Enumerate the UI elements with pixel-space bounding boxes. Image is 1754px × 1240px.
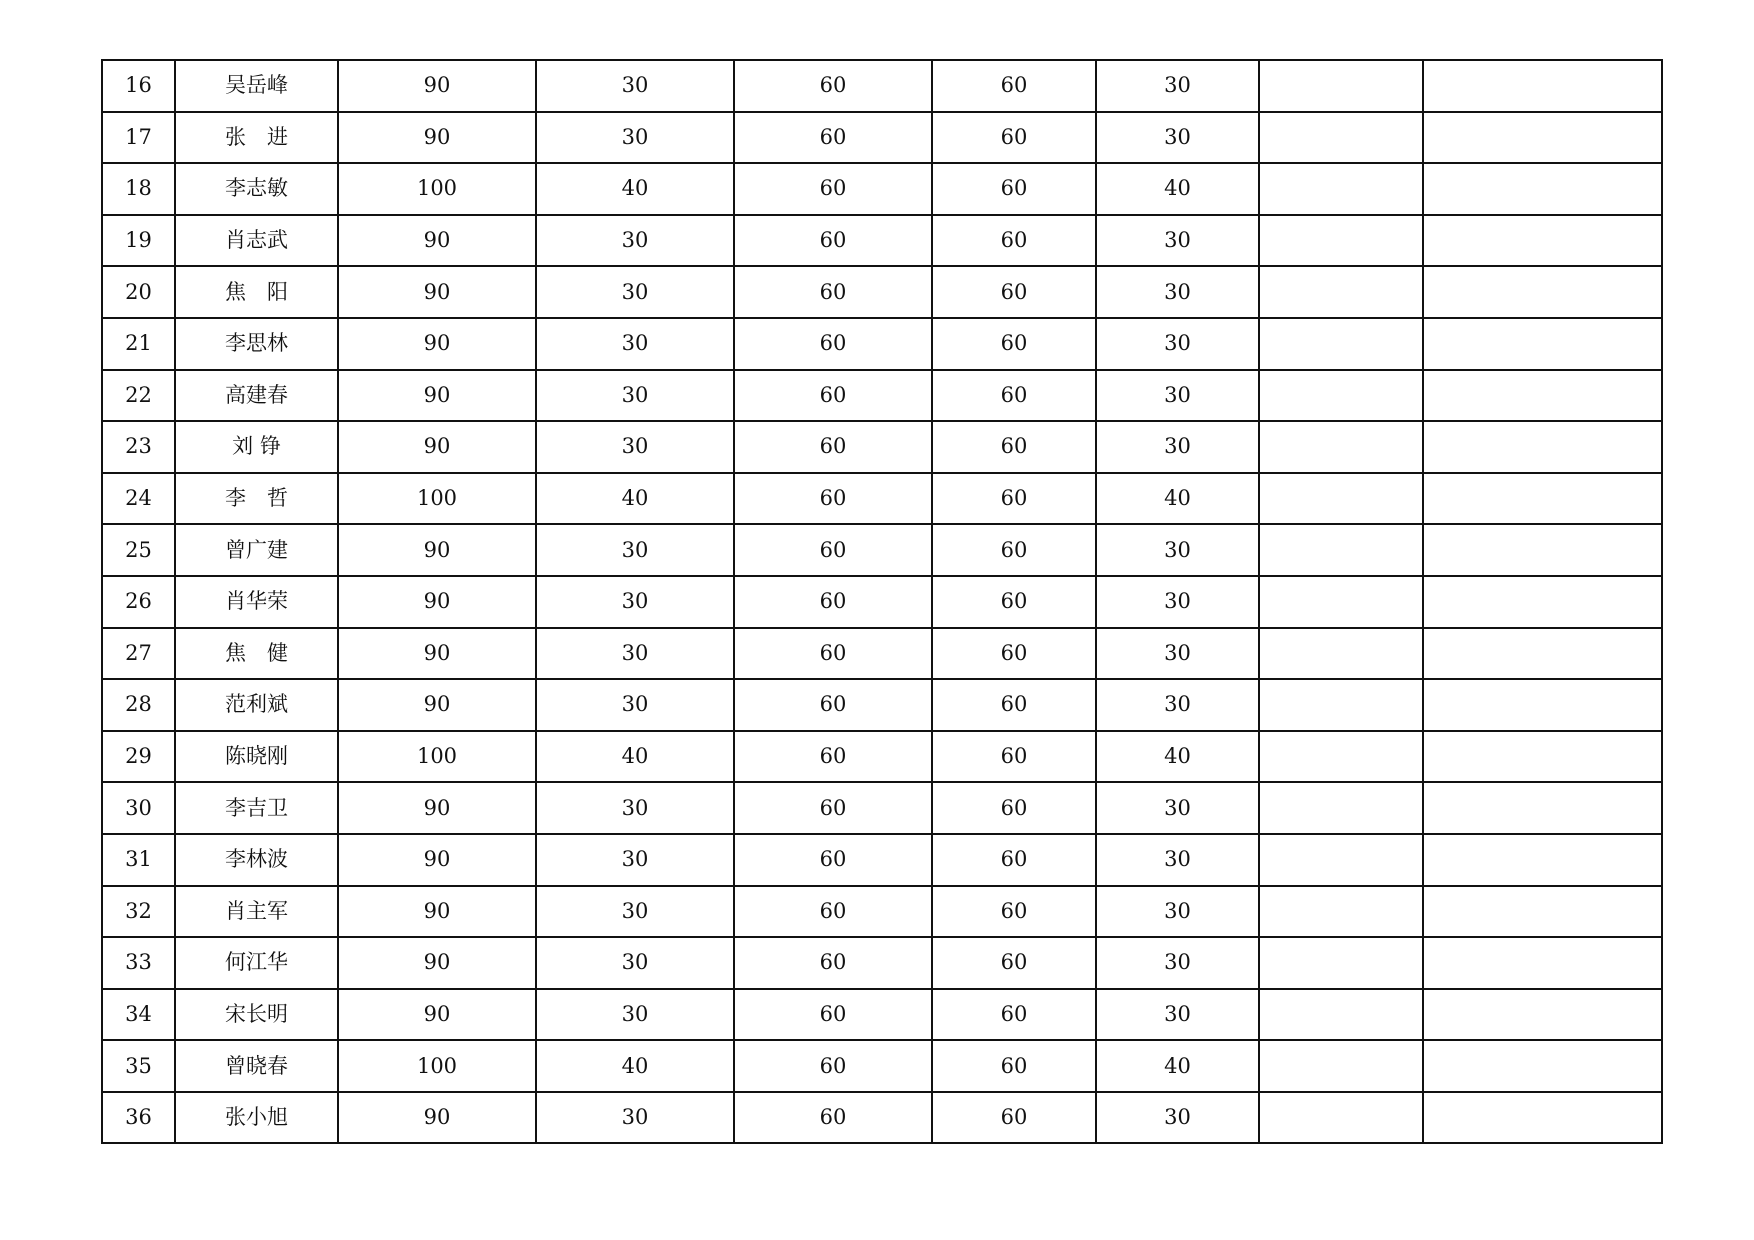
table-row <box>102 937 1662 989</box>
table-row <box>102 628 1662 680</box>
value-cell: 30 <box>536 112 734 164</box>
table-row <box>102 989 1662 1041</box>
value-cell: 60 <box>734 524 932 576</box>
value-cell: 30 <box>1096 112 1259 164</box>
name-cell: 肖主军 <box>175 886 338 938</box>
value-cell: 90 <box>338 989 536 1041</box>
empty-cell <box>1259 266 1423 318</box>
value-cell: 30 <box>536 628 734 680</box>
empty-cell <box>1423 163 1662 215</box>
empty-cell <box>1259 937 1423 989</box>
value-cell: 60 <box>932 834 1096 886</box>
name-cell: 肖志武 <box>175 215 338 267</box>
empty-cell <box>1423 473 1662 525</box>
value-cell: 30 <box>1096 937 1259 989</box>
value-cell: 60 <box>932 628 1096 680</box>
value-cell: 90 <box>338 576 536 628</box>
value-cell: 30 <box>1096 576 1259 628</box>
empty-cell <box>1423 318 1662 370</box>
table-row <box>102 886 1662 938</box>
name-cell: 张小旭 <box>175 1092 338 1144</box>
row-number-cell: 35 <box>102 1040 175 1092</box>
table-row <box>102 782 1662 834</box>
value-cell: 90 <box>338 318 536 370</box>
value-cell: 60 <box>932 318 1096 370</box>
value-cell: 40 <box>536 731 734 783</box>
row-number-cell: 17 <box>102 112 175 164</box>
value-cell: 90 <box>338 834 536 886</box>
value-cell: 100 <box>338 1040 536 1092</box>
empty-cell <box>1423 60 1662 112</box>
name-cell: 陈晓刚 <box>175 731 338 783</box>
empty-cell <box>1423 1092 1662 1144</box>
table-row <box>102 834 1662 886</box>
value-cell: 30 <box>1096 370 1259 422</box>
value-cell: 60 <box>734 370 932 422</box>
name-cell: 李 哲 <box>175 473 338 525</box>
value-cell: 100 <box>338 731 536 783</box>
value-cell: 90 <box>338 524 536 576</box>
row-number-cell: 19 <box>102 215 175 267</box>
name-cell: 吴岳峰 <box>175 60 338 112</box>
empty-cell <box>1423 731 1662 783</box>
value-cell: 30 <box>536 782 734 834</box>
value-cell: 30 <box>536 937 734 989</box>
value-cell: 60 <box>734 731 932 783</box>
empty-cell <box>1423 112 1662 164</box>
empty-cell <box>1259 989 1423 1041</box>
empty-cell <box>1423 576 1662 628</box>
value-cell: 60 <box>734 60 932 112</box>
value-cell: 30 <box>1096 989 1259 1041</box>
row-number-cell: 36 <box>102 1092 175 1144</box>
value-cell: 60 <box>932 370 1096 422</box>
value-cell: 30 <box>536 370 734 422</box>
value-cell: 90 <box>338 60 536 112</box>
value-cell: 60 <box>932 163 1096 215</box>
value-cell: 100 <box>338 163 536 215</box>
value-cell: 40 <box>1096 1040 1259 1092</box>
value-cell: 30 <box>536 421 734 473</box>
value-cell: 90 <box>338 886 536 938</box>
data-table <box>101 59 1663 1144</box>
value-cell: 60 <box>734 782 932 834</box>
value-cell: 30 <box>1096 215 1259 267</box>
value-cell: 30 <box>536 989 734 1041</box>
value-cell: 100 <box>338 473 536 525</box>
value-cell: 60 <box>932 576 1096 628</box>
table-row <box>102 60 1662 112</box>
value-cell: 60 <box>932 937 1096 989</box>
value-cell: 30 <box>536 886 734 938</box>
empty-cell <box>1423 370 1662 422</box>
value-cell: 60 <box>734 679 932 731</box>
value-cell: 30 <box>1096 782 1259 834</box>
table-row <box>102 1092 1662 1144</box>
empty-cell <box>1423 886 1662 938</box>
value-cell: 40 <box>536 1040 734 1092</box>
name-cell: 李吉卫 <box>175 782 338 834</box>
empty-cell <box>1423 937 1662 989</box>
document-page <box>101 59 1661 1144</box>
value-cell: 40 <box>536 473 734 525</box>
empty-cell <box>1259 473 1423 525</box>
value-cell: 60 <box>932 266 1096 318</box>
empty-cell <box>1259 421 1423 473</box>
table-row <box>102 731 1662 783</box>
table-row <box>102 215 1662 267</box>
empty-cell <box>1423 834 1662 886</box>
value-cell: 60 <box>932 1040 1096 1092</box>
value-cell: 30 <box>536 576 734 628</box>
empty-cell <box>1423 421 1662 473</box>
row-number-cell: 27 <box>102 628 175 680</box>
value-cell: 60 <box>932 215 1096 267</box>
empty-cell <box>1423 266 1662 318</box>
name-cell: 李林波 <box>175 834 338 886</box>
empty-cell <box>1259 318 1423 370</box>
empty-cell <box>1259 834 1423 886</box>
row-number-cell: 22 <box>102 370 175 422</box>
name-cell: 李志敏 <box>175 163 338 215</box>
value-cell: 30 <box>536 318 734 370</box>
value-cell: 60 <box>932 731 1096 783</box>
row-number-cell: 34 <box>102 989 175 1041</box>
value-cell: 60 <box>734 886 932 938</box>
value-cell: 60 <box>932 524 1096 576</box>
row-number-cell: 21 <box>102 318 175 370</box>
name-cell: 曾晓春 <box>175 1040 338 1092</box>
value-cell: 30 <box>536 524 734 576</box>
empty-cell <box>1423 679 1662 731</box>
empty-cell <box>1423 782 1662 834</box>
name-cell: 李思林 <box>175 318 338 370</box>
value-cell: 30 <box>1096 628 1259 680</box>
empty-cell <box>1423 989 1662 1041</box>
table-row <box>102 163 1662 215</box>
value-cell: 60 <box>932 886 1096 938</box>
value-cell: 60 <box>734 318 932 370</box>
table-body <box>102 60 1662 1143</box>
empty-cell <box>1259 576 1423 628</box>
value-cell: 60 <box>734 215 932 267</box>
row-number-cell: 18 <box>102 163 175 215</box>
value-cell: 90 <box>338 782 536 834</box>
empty-cell <box>1259 370 1423 422</box>
empty-cell <box>1259 886 1423 938</box>
value-cell: 90 <box>338 937 536 989</box>
empty-cell <box>1259 731 1423 783</box>
row-number-cell: 30 <box>102 782 175 834</box>
value-cell: 30 <box>1096 524 1259 576</box>
empty-cell <box>1423 628 1662 680</box>
value-cell: 60 <box>734 421 932 473</box>
value-cell: 90 <box>338 628 536 680</box>
row-number-cell: 31 <box>102 834 175 886</box>
name-cell: 焦 健 <box>175 628 338 680</box>
value-cell: 60 <box>932 1092 1096 1144</box>
table-row <box>102 524 1662 576</box>
value-cell: 60 <box>734 989 932 1041</box>
empty-cell <box>1259 60 1423 112</box>
value-cell: 60 <box>932 989 1096 1041</box>
value-cell: 90 <box>338 1092 536 1144</box>
value-cell: 30 <box>536 266 734 318</box>
row-number-cell: 25 <box>102 524 175 576</box>
value-cell: 30 <box>1096 60 1259 112</box>
empty-cell <box>1259 215 1423 267</box>
row-number-cell: 16 <box>102 60 175 112</box>
value-cell: 30 <box>1096 318 1259 370</box>
table-row <box>102 473 1662 525</box>
row-number-cell: 29 <box>102 731 175 783</box>
row-number-cell: 28 <box>102 679 175 731</box>
row-number-cell: 26 <box>102 576 175 628</box>
value-cell: 30 <box>1096 679 1259 731</box>
row-number-cell: 33 <box>102 937 175 989</box>
empty-cell <box>1259 163 1423 215</box>
value-cell: 40 <box>536 163 734 215</box>
value-cell: 60 <box>734 163 932 215</box>
empty-cell <box>1259 782 1423 834</box>
name-cell: 肖华荣 <box>175 576 338 628</box>
value-cell: 60 <box>932 60 1096 112</box>
empty-cell <box>1259 679 1423 731</box>
value-cell: 60 <box>932 112 1096 164</box>
value-cell: 90 <box>338 215 536 267</box>
table-row <box>102 421 1662 473</box>
row-number-cell: 24 <box>102 473 175 525</box>
value-cell: 90 <box>338 112 536 164</box>
value-cell: 60 <box>734 1040 932 1092</box>
value-cell: 90 <box>338 421 536 473</box>
empty-cell <box>1259 524 1423 576</box>
value-cell: 30 <box>536 834 734 886</box>
value-cell: 30 <box>536 1092 734 1144</box>
value-cell: 60 <box>734 576 932 628</box>
value-cell: 60 <box>734 937 932 989</box>
table-row <box>102 370 1662 422</box>
value-cell: 40 <box>1096 163 1259 215</box>
empty-cell <box>1423 215 1662 267</box>
name-cell: 范利斌 <box>175 679 338 731</box>
table-row <box>102 679 1662 731</box>
value-cell: 60 <box>932 679 1096 731</box>
table-row <box>102 318 1662 370</box>
name-cell: 刘 铮 <box>175 421 338 473</box>
table-row <box>102 1040 1662 1092</box>
value-cell: 60 <box>734 112 932 164</box>
value-cell: 60 <box>734 473 932 525</box>
name-cell: 何江华 <box>175 937 338 989</box>
value-cell: 30 <box>1096 421 1259 473</box>
value-cell: 60 <box>734 834 932 886</box>
value-cell: 30 <box>1096 834 1259 886</box>
value-cell: 60 <box>734 266 932 318</box>
table-row <box>102 112 1662 164</box>
value-cell: 60 <box>932 782 1096 834</box>
empty-cell <box>1259 1040 1423 1092</box>
row-number-cell: 20 <box>102 266 175 318</box>
value-cell: 30 <box>1096 1092 1259 1144</box>
value-cell: 40 <box>1096 473 1259 525</box>
value-cell: 30 <box>536 60 734 112</box>
empty-cell <box>1259 1092 1423 1144</box>
value-cell: 90 <box>338 266 536 318</box>
value-cell: 90 <box>338 679 536 731</box>
empty-cell <box>1259 628 1423 680</box>
empty-cell <box>1259 112 1423 164</box>
value-cell: 30 <box>536 215 734 267</box>
table-row <box>102 576 1662 628</box>
value-cell: 60 <box>932 421 1096 473</box>
value-cell: 30 <box>1096 886 1259 938</box>
name-cell: 高建春 <box>175 370 338 422</box>
name-cell: 张 进 <box>175 112 338 164</box>
empty-cell <box>1423 524 1662 576</box>
value-cell: 60 <box>932 473 1096 525</box>
table-row <box>102 266 1662 318</box>
name-cell: 曾广建 <box>175 524 338 576</box>
value-cell: 60 <box>734 628 932 680</box>
value-cell: 90 <box>338 370 536 422</box>
value-cell: 30 <box>536 679 734 731</box>
value-cell: 30 <box>1096 266 1259 318</box>
row-number-cell: 23 <box>102 421 175 473</box>
value-cell: 60 <box>734 1092 932 1144</box>
name-cell: 焦 阳 <box>175 266 338 318</box>
empty-cell <box>1423 1040 1662 1092</box>
row-number-cell: 32 <box>102 886 175 938</box>
name-cell: 宋长明 <box>175 989 338 1041</box>
value-cell: 40 <box>1096 731 1259 783</box>
